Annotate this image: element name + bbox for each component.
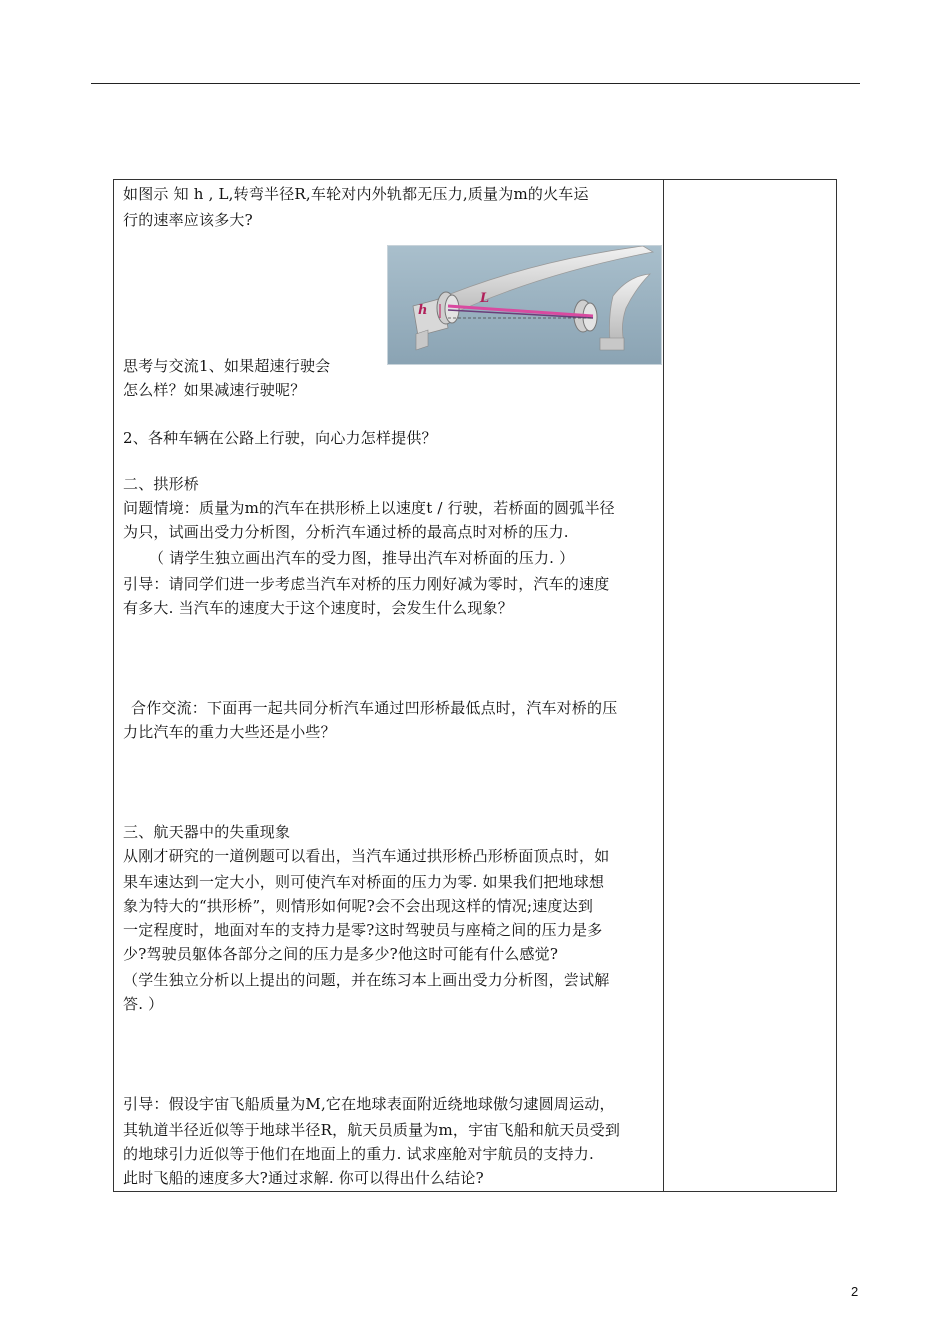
weightless-line-3: 象为特大的“拱形桥”，则情形如何呢?会不会出现这样的情况;速度达到 [123,897,594,915]
weightless-line-5: 少?驾驶员躯体各部分之间的压力是多少?他这时可能有什么感觉? [123,945,559,963]
arch-guide-line-1: 引导：请同学们进一步考虑当汽车对桥的压力刚好减为零时，汽车的速度 [123,575,610,593]
student-task-line-2: 答. ） [123,995,164,1013]
student-task-line-1: （学生独立分析以上提出的问题，并在练习本上画出受力分析图，尝试解 [123,971,610,989]
weightless-line-4: 一定程度时，地面对车的支持力是零?这时驾驶员与座椅之间的压力是多 [123,921,603,939]
problem-line-2: 行的速率应该多大? [123,211,253,229]
think-line-2: 怎么样？如果减速行驶呢？ [123,381,306,399]
column-divider [663,180,664,1191]
spacecraft-line-2: 其轨道半径近似等于地球半径R，航天员质量为m，宇宙飞船和航天员受到 [123,1121,621,1139]
arch-guide-line-2: 有多大. 当汽车的速度大于这个速度时，会发生什么现象？ [123,599,513,617]
section-heading-arch-bridge: 二、拱形桥 [123,475,200,493]
arch-instruction: （ 请学生独立画出汽车的受力图，推导出汽车对桥面的压力. ） [149,549,575,567]
arch-problem-line-1: 问题情境：质量为m的汽车在拱形桥上以速度t / 行驶，若桥面的圆弧半径 [123,499,615,517]
cooperation-line-2: 力比汽车的重力大些还是小些？ [123,723,336,741]
question-2: 2、各种车辆在公路上行驶，向心力怎样提供？ [123,429,437,447]
train-track-figure [387,245,662,365]
spacecraft-line-1: 引导：假设宇宙飞船质量为M,它在地球表面附近绕地球傲匀逮圆周运动， [123,1095,615,1113]
cooperation-line-1: 合作交流：下面再一起共同分析汽车通过凹形桥最低点时，汽车对桥的压 [131,699,618,717]
arch-problem-line-2: 为只，试画出受力分析图，分析汽车通过桥的最高点时对桥的压力. [123,523,569,541]
problem-line-1: 如图示 知 h , L,转弯半径R,车轮对内外轨都无压力,质量为m的火车运 [123,185,589,203]
figure-label-h: h [418,303,428,318]
think-line-1: 思考与交流1、如果超速行驶会 [123,357,331,375]
track-cross-section-image [388,246,662,365]
page-number: 2 [851,1284,859,1299]
header-rule [91,83,860,84]
lesson-content-cell [123,180,659,1191]
figure-label-L: L [480,291,490,306]
spacecraft-line-3: 的地球引力近似等于他们在地面上的重力. 试求座舱对宇航员的支持力. [123,1145,594,1163]
section-heading-weightlessness: 三、航天器中的失重现象 [123,823,291,841]
spacecraft-line-4: 此时飞船的速度多大?通过求解. 你可以得出什么结论? [123,1169,484,1187]
lesson-table [113,179,837,1192]
weightless-line-1: 从刚才研究的一道例题可以看出，当汽车通过拱形桥凸形桥面顶点时，如 [123,847,610,865]
weightless-line-2: 果车速达到一定大小，则可使汽车对桥面的压力为零. 如果我们把地球想 [123,873,605,891]
